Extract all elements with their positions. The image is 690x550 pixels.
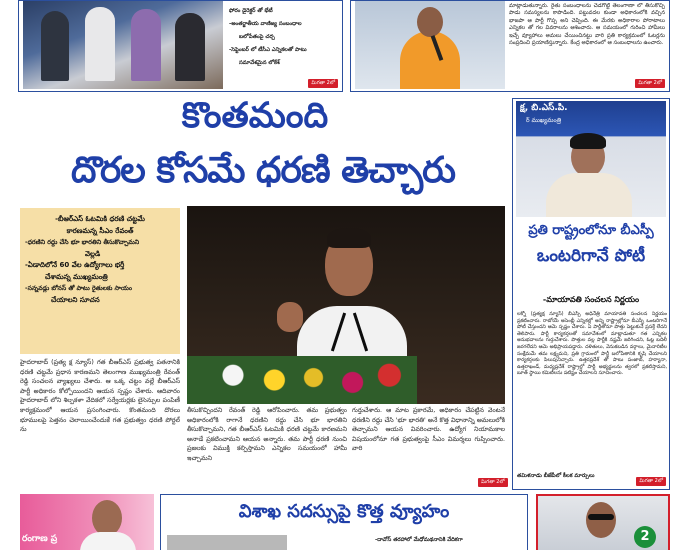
page-badge (634, 526, 656, 548)
highlight-line: -ఏడాదిలోనే 60 వేల ఉద్యోగాలు భర్తీ (25, 261, 125, 269)
person-head (586, 502, 616, 538)
bottom-left-photo (20, 494, 154, 550)
speaker-photo (355, 1, 505, 89)
raised-hand (277, 302, 303, 332)
main-story-left: హైదరాబాద్ (ప్రత్య క్ష న్యూస్) గత బీఆర్ఎస్ ప్రభుత్వ పతనానికి ధరణి చట్టమే ప్రధాన కారణమని తెలంగాణ ముఖ్యమంత్రి రేవంత్ రెడ్డి సంచలన వ్యాఖ్యలు చేశారు. ఆ ఒక్క చట్టం వల్లే బీఆర్ఎస్ పార్టీ అధికారం కోల్పోయిందని ఆయన స్పష్టం చేశారు. ఆదివారం హైదరాబాద్ లోని శిల్పకళా వేదికలో సర్వేయర్లకు లైసెన్సుల పంపిణీ కార్యక్రమంలో ఆయన ప్రసంగించారు. కొంతమంది దొరలు భూములపై పెత్తనం చెలాయించేందుకే గత ప్రభుత్వం ధరణి పోర్టల్ ను (20, 359, 180, 434)
right-story-text: లక్నో (ప్రత్యక్ష న్యూస్) బీఎస్పీ అధినేత్రి మాయావతి సంచలన నిర్ణయం ప్రకటించారు. రాబోయే అసెంబ్లీ ఎన్నికల్లో అన్ని రాష్ట్రాల్లోనూ బీఎస్పీ ఒంటరిగానే పోటీ చేస్తుందని ఆమె స్పష్టం చేశారు. ఏ పార్టీతోనూ పొత్తు పెట్టుకునే ప్రసక్తే లేదని తెలిపారు. పార్టీ కార్యకర్తలతో సమావేశంలో మాట్లాడుతూ గత ఎన్నికల అనుభవాలను గుర్తుచేశారు. పొత్తుల వల్ల పార్టీకి నష్టమే జరిగిందని, ఓట్ల బదిలీ జరగలేదని ఆమె అభిప్రాయపడ్డారు. దళితులు, వెనుకబడిన వర్గాలు, మైనారిటీల సంక్షేమమే తమ లక్ష్యమని, ప్రతి గ్రామంలో పార్టీ బలోపేతానికి కృషి చేయాలని కార్యకర్తలకు పిలుపునిచ్చారు. ఉత్తరప్రదేశ్ తో పాటు పంజాబ్, హర్యానా, ఉత్తరాఖండ్, మధ్యప్రదేశ్ రాష్ట్రాల్లో పార్టీ అభ్యర్థులను త్వరలో ప్రకటిస్తామని, బూత్ స్థాయి కమిటీలను పటిష్టం చేయాలని సూచించారు. (517, 311, 667, 377)
continued-tag: మిగతా 2లో (635, 79, 665, 88)
right-headline-line2: ఒంటరిగానే పోటీ (536, 246, 646, 266)
continued-tag: మిగతా 2లో (478, 478, 508, 487)
mayawati-photo (516, 101, 666, 217)
person-figure (85, 7, 115, 81)
right-footer: తమిళనాడు బీజేపీలో కీలక మార్పులు (517, 473, 595, 479)
sunglasses-icon (588, 514, 614, 520)
main-story-mid: తీసుకొచ్చిందని రేవంత్ రెడ్డి ఆరోపించారు. తమ ప్రభుత్వం అధికారంలోకి రాగానే ధరణిని రద్దు చేసి భూ భారతిని తీసుకొచ్చామని, గత బీఆర్ఎస్ ఓటమికి ధరణి చట్టమే కారణమని అనాడే ప్రకటించామని ఆయన అన్నారు. తమ పార్టీ ధరణి నుంచి ప్రజలకు విముక్తి కల్పిస్తామని ఎన్నికల సమయంలో హామీ ఇచ్చామని (187, 407, 347, 462)
cm-speech-photo (187, 206, 505, 404)
person-body (80, 532, 136, 550)
main-headline-line1: కొంతమంది (181, 96, 329, 136)
person-body (546, 173, 632, 217)
top-right-text: మాట్లాడుతున్నారు. రైతు సంబంధాలను చెడగొట్టి తెలంగాణా లో తీసుకొచ్చి పాడు సమస్యలను కాపాడింది. పట్టువదల కుండా అధికారంలోకి వచ్చిన భాజపా ఆ పార్టీ గొప్ప అని చెప్పింది. ఈ మేరకు అధికారాల పోరాటాలు ఎన్నికల తో గల వివరాలను ఆశించారు. ఆ సమయంలో గురించి హామీలు ఇచ్చే వ్యూహాలు అమలు చేయించినట్టు వారి ప్రతి కార్యక్రమంలో ఓటర్లను సంప్రదించి ప్రయాణిస్తున్నారు. కేంద్ర అధికారంలో ఆ సంబంధాలను ఉంచారు. (509, 3, 665, 47)
highlight-line: చేశామన్న ముఖ్యమంత్రి (45, 272, 108, 281)
highlight-line: కారణమన్న సీఎం రేవంత్ (66, 226, 134, 235)
continued-tag: మిగతా 2లో (308, 79, 338, 88)
main-story-right: గుర్తుచేశారు. ఆ మాట ప్రకారమే, అధికారం చేపట్టిన వెంటనే ధరణిని రద్దు చేసి 'భూ భారతి' అనే కొత్త విధానాన్ని అమలులోకి తెచ్చామని ఆయన వివరించారు. ఉద్యోగ నియామకాల విషయంలోనూ గత ప్రభుత్వంపై సీఎం విమర్శలు గుప్పించారు. వారి (352, 407, 505, 453)
summary-line: సమావేశమైన లోకేశ్ (239, 60, 280, 66)
highlight-line: -ధరణిని రద్దు చేసి భూ భారతిని తీసుకొచ్చామని (25, 239, 140, 246)
speaker-hair (327, 228, 371, 248)
bottom-story (160, 494, 528, 550)
right-subhead: -మాయావతి సంచలన నిర్ణయం (542, 295, 640, 304)
summary-line: -సెప్టెంబర్ లో టీసీఎ ఎన్నికలతో పాటు (229, 47, 307, 53)
summary-line: ఫోరం డైరెక్టర్ తో భేటీ (229, 8, 273, 14)
page-badge-number: 2 (640, 529, 650, 544)
person-hair (570, 133, 606, 149)
highlight-line: -సన్నవడ్లు బోనస్ తో పాటు రైతులకు సాయం (25, 285, 132, 292)
person-figure (131, 9, 161, 81)
right-headline-line1: ప్రతి రాష్ట్రంలోనూ బీఎస్పీ (528, 223, 654, 238)
person-head (92, 500, 122, 536)
continued-tag: మిగతా 2లో (636, 477, 666, 486)
bottom-subline: -దావోస్ తరహాలో మేధోమథనానికి వేదికగా (375, 537, 463, 543)
summary-line: -అంతర్జాతీయ వాణిజ్య సంబంధాల (229, 21, 302, 27)
banner-text: ర్ ముఖ్యమంత్రి (526, 117, 562, 124)
highlights-box (20, 208, 180, 354)
flower-bouquet (187, 356, 417, 404)
banner-text: క్ష, బి.ఎస్.పి. (520, 103, 568, 113)
bottom-headline: విశాఖ సదస్సుపై కొత్త వ్యూహం (238, 501, 450, 522)
top-left-story (18, 0, 343, 92)
speaker-head (417, 7, 443, 37)
bottom-right-photo (536, 494, 670, 550)
banner-text: రంగాణ ప్ర (22, 534, 58, 544)
top-right-story (350, 0, 670, 92)
main-headline-line2: దొరల కోసమే ధరణి తెచ్చారు (71, 150, 455, 191)
delegation-photo (23, 1, 223, 89)
top-left-summary (229, 5, 341, 70)
highlight-line: చేయాలని సూచన (51, 295, 100, 304)
bottom-photo (167, 535, 287, 550)
saffron-scarf (400, 31, 460, 89)
person-figure (175, 13, 205, 81)
highlight-line: వెల్లడి (85, 249, 101, 258)
summary-line: బలోపేతంపై చర్చ (239, 34, 275, 40)
person-figure (41, 11, 69, 81)
right-story (512, 98, 670, 490)
highlight-line: -బీఆర్ఎస్ ఓటమికి ధరణి చట్టమే (55, 215, 145, 223)
